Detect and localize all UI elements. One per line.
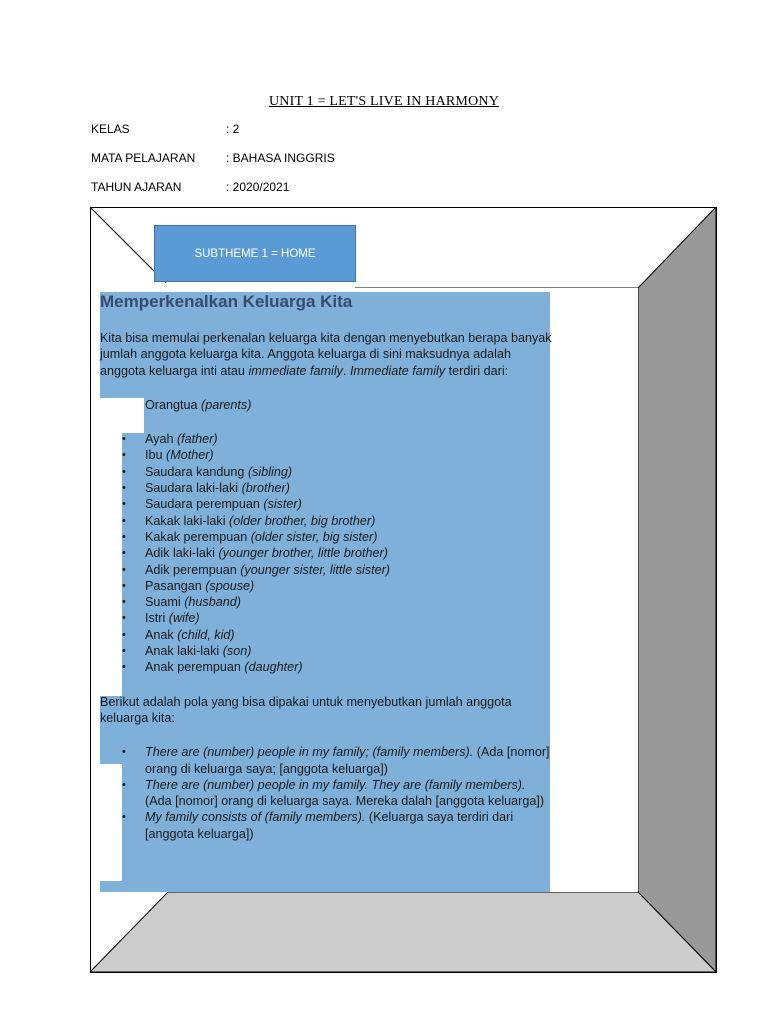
list-item: • There are (number) people in my family. They are (family members). (Ada [nomor] orang di keluarga saya. Mereka dalah [anggota keluarga]) (145, 777, 552, 810)
intro-text: terdiri dari: (445, 363, 509, 378)
intro-emphasis: immediate family (248, 363, 343, 378)
list-item: • Ayah (father) (145, 431, 552, 447)
orangtua-item (145, 397, 552, 413)
list-item: • Saudara laki-laki (brother) (145, 480, 552, 496)
meta-label: TAHUN AJARAN (91, 180, 182, 194)
intro-emphasis: Immediate family (349, 363, 446, 378)
meta-value: : BAHASA INGGRIS (226, 151, 335, 165)
list-item: • Kakak laki-laki (older brother, big brother) (145, 513, 552, 529)
list-item: • Ibu (Mother) (145, 447, 552, 463)
intro-text: . (342, 363, 350, 378)
document-title: UNIT 1 = LET'S LIVE IN HARMONY (268, 94, 500, 109)
intro-text: Kita bisa memulai perkenalan keluarga kita dengan menyebutkan berapa banyak jumlah anggota keluarga kita. Anggota keluarga di sini maksudnya adalah anggota keluarga inti atau (100, 331, 552, 378)
floor (90, 892, 716, 972)
list-item: • Anak (child, kid) (145, 627, 552, 643)
intro-paragraph (100, 330, 552, 379)
meta-value: : 2 (226, 122, 240, 136)
list-item: • Istri (wife) (145, 610, 552, 626)
list-item: • My family consists of (family members). (Keluarga saya terdiri dari [anggota keluarga]) (145, 809, 552, 842)
lesson-content (100, 292, 552, 842)
meta-label: KELAS (91, 122, 130, 136)
list-item: • Adik laki-laki (younger brother, little brother) (145, 545, 552, 561)
list-item: • Anak perempuan (daughter) (145, 659, 552, 675)
subtheme-button[interactable]: SUBTHEME 1 = HOME (154, 225, 356, 282)
side-wall (638, 207, 716, 972)
meta-label: MATA PELAJARAN (91, 151, 196, 165)
list-item: • Kakak perempuan (older sister, big sister) (145, 529, 552, 545)
list-item: • Adik perempuan (younger sister, little sister) (145, 562, 552, 578)
lesson-heading: Memperkenalkan Keluarga Kita (100, 292, 353, 311)
highlight-bottom (100, 881, 550, 892)
pattern-intro: Berikut adalah pola yang bisa dipakai untuk menyebutkan jumlah anggota keluarga kita: (100, 694, 512, 725)
list-item: • Suami (husband) (145, 594, 552, 610)
list-item: • Saudara perempuan (sister) (145, 496, 552, 512)
item-translation: (parents) (201, 397, 252, 412)
list-item: • There are (number) people in my family; (family members). (Ada [nomor] orang di keluarga saya; [anggota keluarga]) (145, 744, 552, 777)
list-item: • Anak laki-laki (son) (145, 643, 552, 659)
pattern-list (100, 744, 552, 842)
list-item: • Saudara kandung (sibling) (145, 464, 552, 480)
family-member-list (100, 431, 552, 675)
list-item: • Pasangan (spouse) (145, 578, 552, 594)
item-text: Orangtua (145, 397, 202, 412)
meta-value: : 2020/2021 (226, 180, 290, 194)
